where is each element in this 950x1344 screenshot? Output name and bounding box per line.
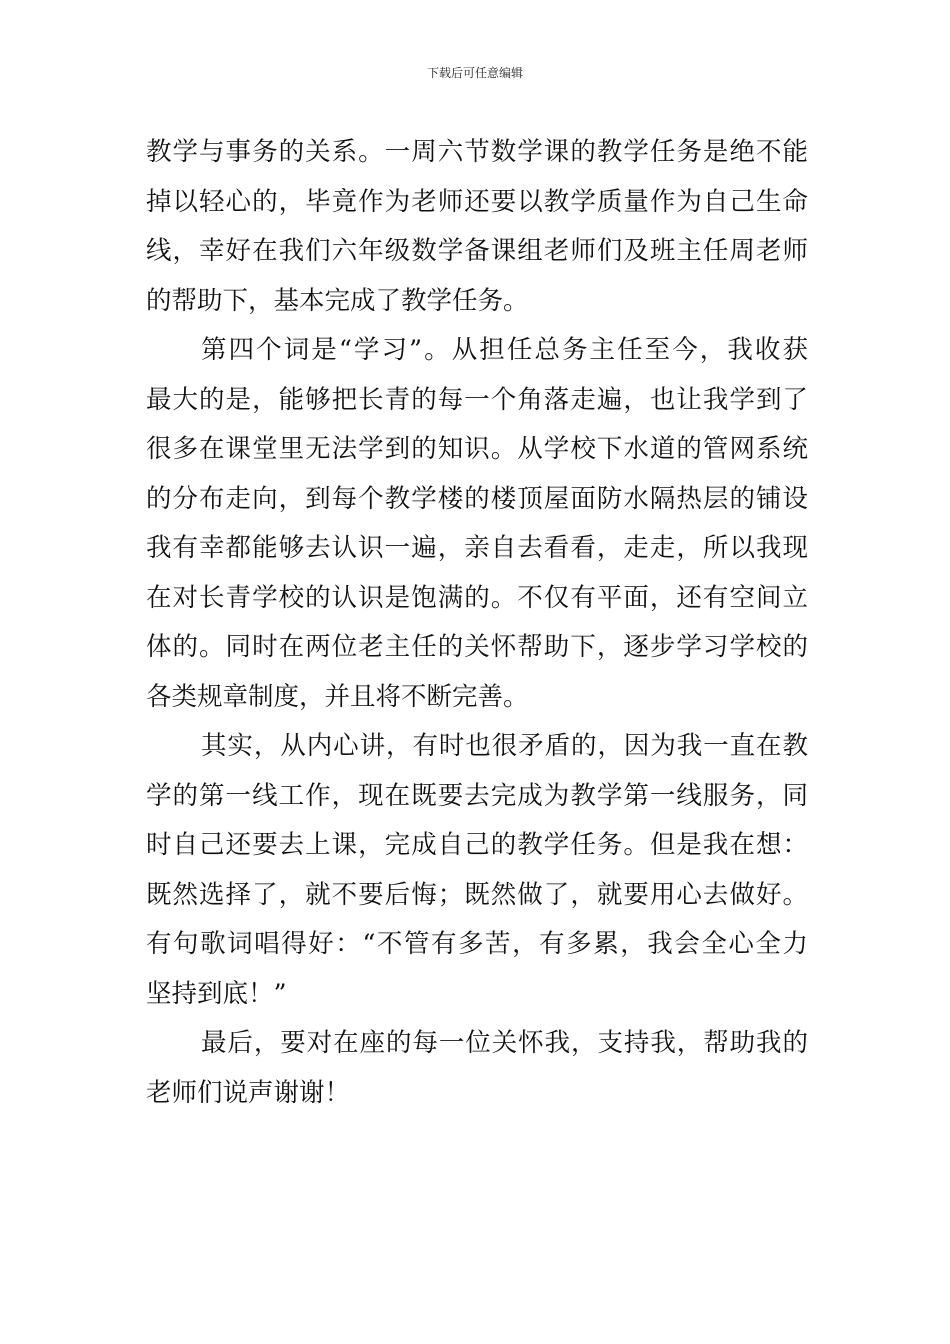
paragraph-first-line: 其实，从内心讲，有时也很矛盾的，因为我一直在教 — [201, 731, 808, 761]
text-line: 很多在课堂里无法学到的知识。从学校下水道的管网系统 — [146, 434, 808, 464]
text-line: 体的。同时在两位老主任的关怀帮助下，逐步学习学校的 — [146, 632, 808, 662]
text-line: 坚持到底！” — [146, 978, 287, 1009]
document-body — [146, 128, 808, 1118]
text-line: 掉以轻心的，毕竟作为老师还要以教学质量作为自己生命 — [146, 186, 808, 217]
text-line: 在对长青学校的认识是饱满的。不仅有平面，还有空间立 — [146, 582, 808, 613]
paragraph-first-line: 最后，要对在座的每一位关怀我，支持我，帮助我的 — [201, 1028, 808, 1058]
text-line: 的帮助下，基本完成了教学任务。 — [146, 285, 529, 316]
text-line: 的分布走向，到每个教学楼的楼顶屋面防水隔热层的铺设 — [146, 483, 808, 514]
text-line: 线，幸好在我们六年级数学备课组老师们及班主任周老师 — [146, 236, 808, 266]
paragraph-first-line: 第四个词是“学习”。从担任总务主任至今，我收获 — [201, 335, 808, 365]
text-line: 既然选择了，就不要后悔；既然做了，就要用心去做好。 — [146, 879, 808, 910]
text-line: 学的第一线工作，现在既要去完成为教学第一线服务，同 — [146, 780, 808, 811]
page-header: 下载后可任意编辑 — [426, 66, 523, 80]
text-line: 教学与事务的关系。一周六节数学课的教学任务是绝不能 — [146, 137, 808, 167]
text-line: 各类规章制度，并且将不断完善。 — [146, 681, 529, 712]
text-line: 时自己还要去上课，完成自己的教学任务。但是我在想： — [146, 830, 808, 860]
text-line: 有句歌词唱得好：“不管有多苦，有多累，我会全心全力 — [146, 929, 808, 959]
text-line: 我有幸都能够去认识一遍，亲自去看看，走走，所以我现 — [146, 533, 808, 563]
text-line: 最大的是，能够把长青的每一个角落走遍，也让我学到了 — [146, 384, 808, 415]
text-line: 老师们说声谢谢！ — [146, 1077, 351, 1108]
